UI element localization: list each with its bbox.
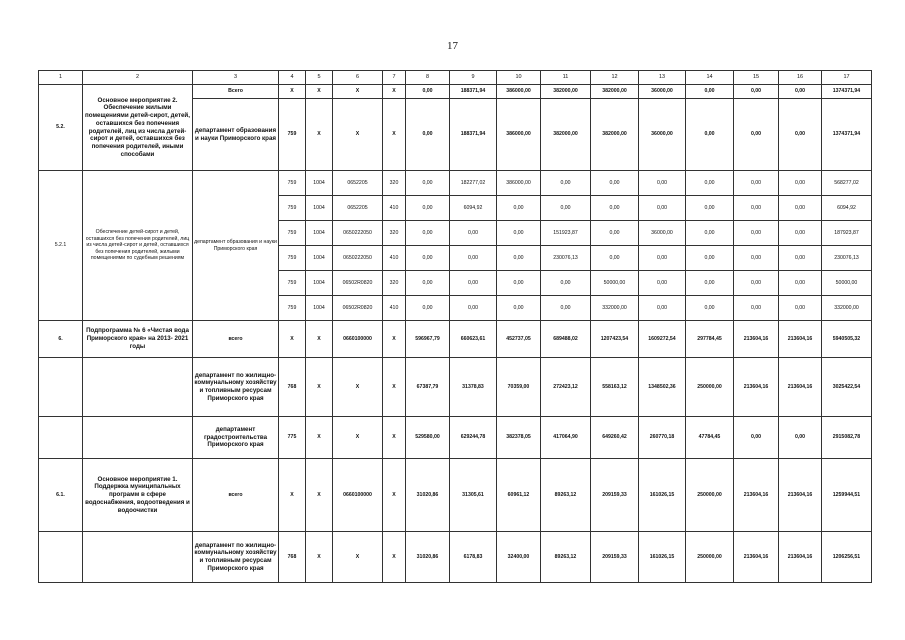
- value-cell: 0,00: [639, 271, 686, 296]
- header-cell: 9: [450, 71, 497, 85]
- value-cell: 0,00: [779, 271, 822, 296]
- value-cell: 0,00: [686, 221, 734, 246]
- expense-type-code: X: [383, 99, 406, 171]
- value-cell: 209159,33: [591, 459, 639, 532]
- header-cell: 14: [686, 71, 734, 85]
- value-cell: 382378,05: [497, 417, 541, 459]
- value-cell: 0,00: [734, 271, 779, 296]
- table-row: [39, 171, 872, 196]
- target-article-code: 06502R0820: [333, 296, 383, 321]
- table-row: [39, 417, 872, 459]
- value-cell: 0,00: [686, 196, 734, 221]
- grbs-code: 759: [279, 246, 306, 271]
- section-code: 1004: [306, 296, 333, 321]
- value-cell: 386000,00: [497, 85, 541, 99]
- value-cell: 0,00: [734, 85, 779, 99]
- value-cell: 161026,15: [639, 459, 686, 532]
- total-cell: 1374371,94: [822, 99, 872, 171]
- value-cell: 649260,42: [591, 417, 639, 459]
- target-article-code: X: [333, 85, 383, 99]
- value-cell: 386000,00: [497, 171, 541, 196]
- total-cell: 230076,13: [822, 246, 872, 271]
- grbs-code: 759: [279, 171, 306, 196]
- target-article-code: X: [333, 532, 383, 583]
- value-cell: 250000,00: [686, 459, 734, 532]
- value-cell: 0,00: [406, 296, 450, 321]
- total-cell: 332000,00: [822, 296, 872, 321]
- row-number: [39, 532, 83, 583]
- value-cell: 0,00: [779, 196, 822, 221]
- value-cell: 31305,61: [450, 459, 497, 532]
- expense-type-code: 320: [383, 271, 406, 296]
- total-cell: 187923,87: [822, 221, 872, 246]
- header-cell: 17: [822, 71, 872, 85]
- value-cell: 31378,83: [450, 358, 497, 417]
- responsible-executor: департамент по жилищно-коммунальному хозяйству и топливным ресурсам Приморского края: [193, 532, 279, 583]
- expense-type-code: X: [383, 417, 406, 459]
- value-cell: 0,00: [686, 99, 734, 171]
- value-cell: 0,00: [591, 221, 639, 246]
- value-cell: 332000,00: [591, 296, 639, 321]
- value-cell: 0,00: [406, 99, 450, 171]
- value-cell: 0,00: [734, 196, 779, 221]
- value-cell: 161026,15: [639, 532, 686, 583]
- value-cell: 0,00: [497, 271, 541, 296]
- section-code: 1004: [306, 171, 333, 196]
- target-article-code: X: [333, 417, 383, 459]
- value-cell: 0,00: [450, 221, 497, 246]
- value-cell: 213604,16: [779, 532, 822, 583]
- value-cell: 36000,00: [639, 85, 686, 99]
- total-cell: 1259944,51: [822, 459, 872, 532]
- value-cell: 188371,94: [450, 85, 497, 99]
- expense-type-code: X: [383, 532, 406, 583]
- value-cell: 213604,16: [779, 321, 822, 358]
- value-cell: 0,00: [497, 196, 541, 221]
- row-number: [39, 358, 83, 417]
- target-article-code: 0652205: [333, 196, 383, 221]
- value-cell: 67387,79: [406, 358, 450, 417]
- table-row: [39, 459, 872, 532]
- value-cell: 596967,79: [406, 321, 450, 358]
- table-row: [39, 321, 872, 358]
- section-code: X: [306, 99, 333, 171]
- grbs-code: 759: [279, 99, 306, 171]
- grbs-code: 759: [279, 296, 306, 321]
- responsible-executor: всего: [193, 321, 279, 358]
- value-cell: 182277,02: [450, 171, 497, 196]
- value-cell: 60961,12: [497, 459, 541, 532]
- value-cell: 558163,12: [591, 358, 639, 417]
- value-cell: 32400,00: [497, 532, 541, 583]
- value-cell: 0,00: [406, 271, 450, 296]
- measure-name: Обеспечение детей-сирот и детей, оставшихся без попечения родителей, лиц из числа детей-сирот и детей, оставшихся без попечения родителей, жилыми помещениями по судебным решениям: [83, 171, 193, 321]
- measure-name: Основное мероприятие 1. Поддержка муниципальных программ в сфере водоснабжения, водоотведения и водоочистки: [83, 459, 193, 532]
- expense-type-code: 320: [383, 221, 406, 246]
- budget-table: [38, 70, 872, 583]
- value-cell: 417064,90: [541, 417, 591, 459]
- section-code: X: [306, 417, 333, 459]
- table-row: [39, 85, 872, 99]
- grbs-code: 768: [279, 358, 306, 417]
- value-cell: 0,00: [779, 99, 822, 171]
- grbs-code: X: [279, 85, 306, 99]
- grbs-code: X: [279, 459, 306, 532]
- row-number: [39, 417, 83, 459]
- header-cell: 5: [306, 71, 333, 85]
- section-code: X: [306, 85, 333, 99]
- measure-name: [83, 532, 193, 583]
- value-cell: 0,00: [686, 271, 734, 296]
- total-cell: 1206256,51: [822, 532, 872, 583]
- target-article-code: 0650222050: [333, 246, 383, 271]
- value-cell: 0,00: [406, 171, 450, 196]
- value-cell: 0,00: [779, 296, 822, 321]
- value-cell: 213604,16: [734, 321, 779, 358]
- header-row: [39, 71, 872, 85]
- value-cell: 0,00: [541, 296, 591, 321]
- value-cell: 0,00: [450, 296, 497, 321]
- responsible-executor: всего: [193, 459, 279, 532]
- header-cell: 16: [779, 71, 822, 85]
- value-cell: 70359,00: [497, 358, 541, 417]
- target-article-code: 06502R0820: [333, 271, 383, 296]
- measure-name: Основное мероприятие 2. Обеспечение жилыми помещениями детей-сирот, детей, оставшихся без попечения родителей, лиц из числа детей-сирот и детей, оставшихся без попечения родителей, иными способами: [83, 85, 193, 171]
- value-cell: 213604,16: [734, 532, 779, 583]
- value-cell: 452737,05: [497, 321, 541, 358]
- value-cell: 213604,16: [734, 358, 779, 417]
- grbs-code: 759: [279, 221, 306, 246]
- measure-name: Подпрограмма № 6 «Чистая вода Приморского края» на 2013- 2021 годы: [83, 321, 193, 358]
- header-cell: 12: [591, 71, 639, 85]
- value-cell: 0,00: [406, 246, 450, 271]
- value-cell: 260770,18: [639, 417, 686, 459]
- value-cell: 0,00: [779, 171, 822, 196]
- value-cell: 151923,87: [541, 221, 591, 246]
- row-number: 6.1.: [39, 459, 83, 532]
- total-cell: 5940505,32: [822, 321, 872, 358]
- value-cell: 0,00: [639, 296, 686, 321]
- value-cell: 0,00: [541, 196, 591, 221]
- target-article-code: 0660100000: [333, 321, 383, 358]
- header-cell: 1: [39, 71, 83, 85]
- value-cell: 0,00: [497, 221, 541, 246]
- total-cell: 6094,92: [822, 196, 872, 221]
- section-code: 1004: [306, 246, 333, 271]
- value-cell: 250000,00: [686, 358, 734, 417]
- value-cell: 0,00: [591, 246, 639, 271]
- value-cell: 0,00: [450, 271, 497, 296]
- total-cell: 3025422,54: [822, 358, 872, 417]
- value-cell: 0,00: [686, 171, 734, 196]
- value-cell: 386000,00: [497, 99, 541, 171]
- target-article-code: 0652205: [333, 171, 383, 196]
- expense-type-code: X: [383, 85, 406, 99]
- responsible-executor: департамент образования и науки Приморского края: [193, 99, 279, 171]
- value-cell: 31020,86: [406, 459, 450, 532]
- responsible-executor: департамент по жилищно-коммунальному хозяйству и топливным ресурсам Приморского края: [193, 358, 279, 417]
- value-cell: 529580,00: [406, 417, 450, 459]
- grbs-code: 775: [279, 417, 306, 459]
- value-cell: 31020,86: [406, 532, 450, 583]
- value-cell: 0,00: [639, 171, 686, 196]
- total-cell: 1374371,94: [822, 85, 872, 99]
- value-cell: 89263,12: [541, 532, 591, 583]
- expense-type-code: 410: [383, 246, 406, 271]
- table-row: [39, 358, 872, 417]
- value-cell: 50000,00: [591, 271, 639, 296]
- section-code: X: [306, 532, 333, 583]
- value-cell: 382000,00: [541, 99, 591, 171]
- value-cell: 382000,00: [591, 99, 639, 171]
- grbs-code: 768: [279, 532, 306, 583]
- value-cell: 0,00: [406, 221, 450, 246]
- header-cell: 7: [383, 71, 406, 85]
- header-cell: 6: [333, 71, 383, 85]
- value-cell: 0,00: [734, 246, 779, 271]
- header-cell: 10: [497, 71, 541, 85]
- responsible-executor: Всего: [193, 85, 279, 99]
- value-cell: 230076,13: [541, 246, 591, 271]
- section-code: X: [306, 358, 333, 417]
- value-cell: 0,00: [406, 196, 450, 221]
- section-code: X: [306, 459, 333, 532]
- value-cell: 209159,33: [591, 532, 639, 583]
- target-article-code: X: [333, 358, 383, 417]
- value-cell: 382000,00: [541, 85, 591, 99]
- grbs-code: 759: [279, 196, 306, 221]
- value-cell: 0,00: [541, 171, 591, 196]
- value-cell: 0,00: [686, 246, 734, 271]
- value-cell: 0,00: [406, 85, 450, 99]
- value-cell: 0,00: [779, 221, 822, 246]
- section-code: 1004: [306, 221, 333, 246]
- target-article-code: 0660100000: [333, 459, 383, 532]
- section-code: 1004: [306, 271, 333, 296]
- responsible-executor: департамент образования и науки Приморского края: [193, 171, 279, 321]
- value-cell: 1348502,36: [639, 358, 686, 417]
- measure-name: [83, 358, 193, 417]
- section-code: X: [306, 321, 333, 358]
- header-cell: 8: [406, 71, 450, 85]
- value-cell: 0,00: [639, 196, 686, 221]
- table-row: [39, 532, 872, 583]
- value-cell: 47784,45: [686, 417, 734, 459]
- value-cell: 297784,45: [686, 321, 734, 358]
- value-cell: 0,00: [734, 221, 779, 246]
- value-cell: 660623,61: [450, 321, 497, 358]
- header-cell: 15: [734, 71, 779, 85]
- grbs-code: 759: [279, 271, 306, 296]
- expense-type-code: X: [383, 459, 406, 532]
- value-cell: 272423,12: [541, 358, 591, 417]
- total-cell: 50000,00: [822, 271, 872, 296]
- header-cell: 3: [193, 71, 279, 85]
- value-cell: 0,00: [734, 171, 779, 196]
- header-cell: 11: [541, 71, 591, 85]
- value-cell: 6094,92: [450, 196, 497, 221]
- header-cell: 4: [279, 71, 306, 85]
- value-cell: 213604,16: [734, 459, 779, 532]
- value-cell: 0,00: [591, 196, 639, 221]
- value-cell: 0,00: [541, 271, 591, 296]
- value-cell: 629244,78: [450, 417, 497, 459]
- value-cell: 0,00: [734, 296, 779, 321]
- expense-type-code: X: [383, 358, 406, 417]
- value-cell: 188371,94: [450, 99, 497, 171]
- value-cell: 0,00: [734, 417, 779, 459]
- value-cell: 0,00: [639, 246, 686, 271]
- target-article-code: 0650222050: [333, 221, 383, 246]
- value-cell: 0,00: [779, 417, 822, 459]
- value-cell: 36000,00: [639, 99, 686, 171]
- header-cell: 2: [83, 71, 193, 85]
- value-cell: 382000,00: [591, 85, 639, 99]
- value-cell: 1207423,54: [591, 321, 639, 358]
- value-cell: 36000,00: [639, 221, 686, 246]
- row-number: 5.2.1: [39, 171, 83, 321]
- page-number: 17: [447, 40, 458, 52]
- value-cell: 0,00: [450, 246, 497, 271]
- value-cell: 689488,02: [541, 321, 591, 358]
- value-cell: 89263,12: [541, 459, 591, 532]
- value-cell: 0,00: [686, 85, 734, 99]
- expense-type-code: 320: [383, 171, 406, 196]
- row-number: 6.: [39, 321, 83, 358]
- value-cell: 1609272,54: [639, 321, 686, 358]
- section-code: 1004: [306, 196, 333, 221]
- target-article-code: X: [333, 99, 383, 171]
- value-cell: 213604,16: [779, 459, 822, 532]
- responsible-executor: департамент градостроительства Приморского края: [193, 417, 279, 459]
- value-cell: 0,00: [779, 246, 822, 271]
- row-number: 5.2.: [39, 85, 83, 171]
- value-cell: 0,00: [497, 246, 541, 271]
- value-cell: 0,00: [734, 99, 779, 171]
- value-cell: 0,00: [779, 85, 822, 99]
- value-cell: 0,00: [686, 296, 734, 321]
- value-cell: 0,00: [591, 171, 639, 196]
- expense-type-code: X: [383, 321, 406, 358]
- value-cell: 0,00: [497, 296, 541, 321]
- expense-type-code: 410: [383, 196, 406, 221]
- value-cell: 213604,16: [779, 358, 822, 417]
- value-cell: 6178,83: [450, 532, 497, 583]
- value-cell: 250000,00: [686, 532, 734, 583]
- total-cell: 568277,02: [822, 171, 872, 196]
- header-cell: 13: [639, 71, 686, 85]
- total-cell: 2915082,78: [822, 417, 872, 459]
- grbs-code: X: [279, 321, 306, 358]
- measure-name: [83, 417, 193, 459]
- expense-type-code: 410: [383, 296, 406, 321]
